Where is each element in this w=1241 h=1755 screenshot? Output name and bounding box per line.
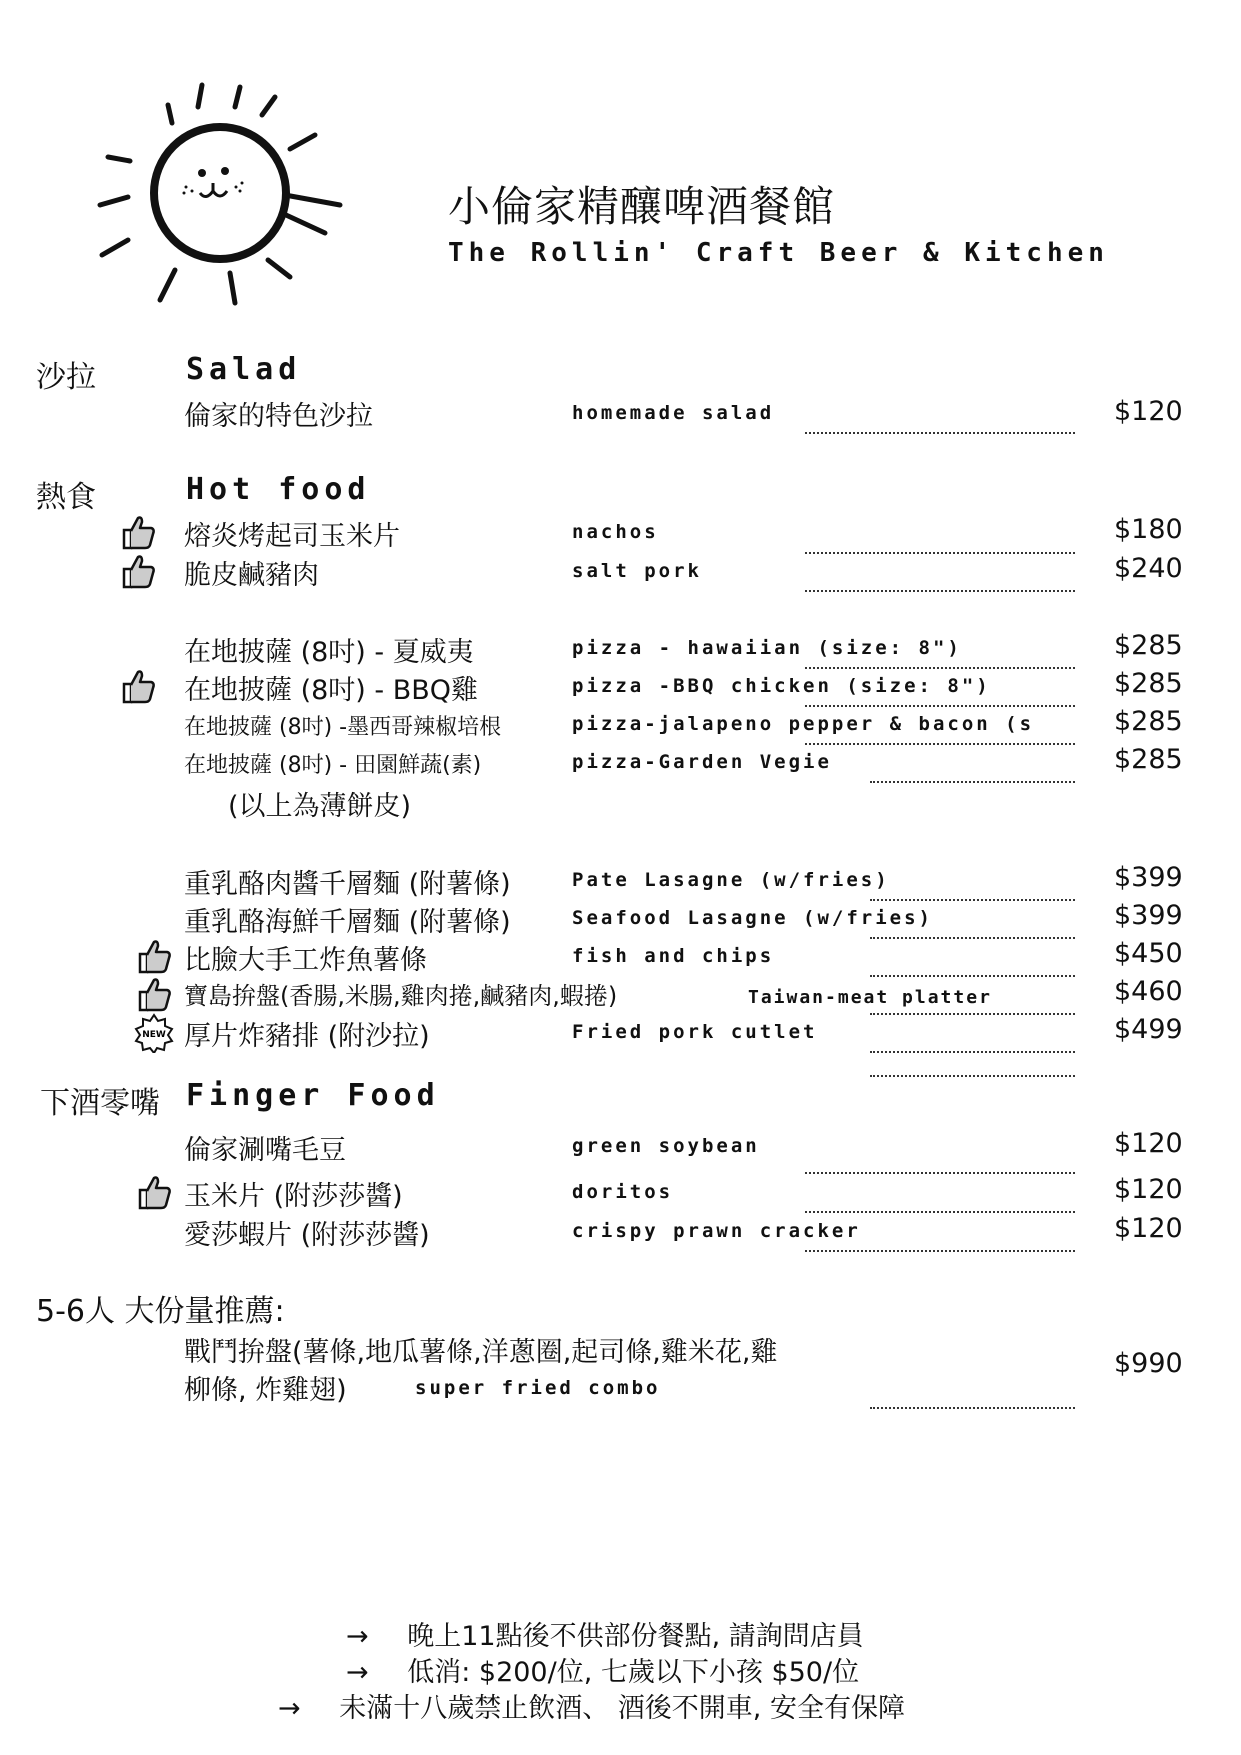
item-price: $285: [1114, 630, 1183, 661]
item-name-cn: 倫家涮嘴毛豆: [184, 1135, 346, 1166]
item-name-cn: 玉米片 (附莎莎醬): [184, 1181, 403, 1212]
dotted-leader: [870, 1013, 1075, 1015]
section-salad-en: Salad: [186, 352, 302, 387]
item-price: $285: [1114, 744, 1183, 775]
item-name-en: pizza -BBQ chicken (size: 8"): [572, 675, 991, 697]
thumbs-up-icon: [134, 974, 174, 1014]
item-price: $460: [1114, 976, 1183, 1007]
thumbs-up-icon: [134, 1172, 174, 1212]
arrow-right-icon: →: [278, 1693, 301, 1724]
thumbs-up-icon: [118, 551, 158, 591]
item-name-cn: 在地披薩 (8吋) -墨西哥辣椒培根: [184, 715, 502, 740]
item-name-cn: 比臉大手工炸魚薯條: [184, 945, 427, 976]
combo-name-line2: 柳條, 炸雞翅): [184, 1375, 347, 1406]
note-text: 低消: $200/位, 七歲以下小孩 $50/位: [407, 1657, 860, 1688]
item-name-en: fish and chips: [572, 945, 775, 967]
item-name-cn: 在地披薩 (8吋) - 夏威夷: [184, 637, 474, 668]
item-price: $240: [1114, 553, 1183, 584]
note-text: 未滿十八歲禁止飲酒、 酒後不開車, 安全有保障: [339, 1693, 905, 1724]
sun-logo: [90, 75, 370, 315]
item-name-en: pizza-jalapeno pepper & bacon (s: [572, 713, 1035, 735]
dotted-leader: [805, 1250, 1075, 1252]
arrow-right-icon: →: [346, 1657, 369, 1688]
dotted-leader: [805, 552, 1075, 554]
item-name-en: Taiwan-meat platter: [748, 987, 992, 1008]
item-price: $990: [1114, 1348, 1183, 1379]
dotted-leader: [870, 899, 1075, 901]
note-line: [346, 1614, 864, 1653]
item-name-cn: 熔炎烤起司玉米片: [184, 521, 400, 552]
dotted-leader: [870, 1051, 1075, 1053]
combo-name-line1: 戰鬥拚盤(薯條,地瓜薯條,洋蔥圈,起司條,雞米花,雞: [184, 1337, 778, 1368]
section-large-portion: 5-6人 大份量推薦:: [36, 1294, 285, 1329]
item-name-cn: 脆皮鹹豬肉: [184, 560, 319, 591]
dotted-leader: [805, 1211, 1075, 1213]
thumbs-up-icon: [118, 666, 158, 706]
item-name-en: pizza - hawaiian (size: 8"): [572, 637, 962, 659]
item-price: $120: [1114, 1213, 1183, 1244]
new-badge-text: NEW: [142, 1030, 166, 1040]
item-name-cn: 在地披薩 (8吋) - 田園鮮蔬(素): [184, 753, 482, 778]
item-price: $499: [1114, 1014, 1183, 1045]
dotted-leader: [870, 975, 1075, 977]
item-name-cn: 在地披薩 (8吋) - BBQ雞: [184, 675, 479, 706]
dotted-leader: [870, 1407, 1075, 1409]
note-line: [346, 1650, 859, 1689]
item-name-en: crispy prawn cracker: [572, 1220, 861, 1242]
restaurant-name-en: The Rollin' Craft Beer & Kitchen: [448, 238, 1109, 268]
dotted-leader: [805, 705, 1075, 707]
thumbs-up-icon: [134, 936, 174, 976]
restaurant-name-cn: 小倫家精釀啤酒餐館: [448, 182, 836, 231]
item-price: $399: [1114, 862, 1183, 893]
item-name-en: green soybean: [572, 1135, 760, 1157]
item-price: $180: [1114, 514, 1183, 545]
item-name-en: Fried pork cutlet: [572, 1021, 818, 1043]
item-price: $120: [1114, 1174, 1183, 1205]
item-name-en: pizza-Garden Vegie: [572, 751, 832, 773]
item-price: $120: [1114, 396, 1183, 427]
section-hot-food-en: Hot food: [186, 472, 371, 507]
section-finger-food-en: Finger Food: [186, 1078, 440, 1113]
item-name-en: nachos: [572, 521, 659, 543]
section-finger-food-cn: 下酒零嘴: [40, 1086, 160, 1121]
note-text: 晚上11點後不供部份餐點, 請詢問店員: [407, 1621, 864, 1652]
dotted-leader: [870, 781, 1075, 783]
item-name-cn: 厚片炸豬排 (附沙拉): [184, 1021, 430, 1052]
thumbs-up-icon: [118, 512, 158, 552]
item-name-en: doritos: [572, 1181, 674, 1203]
section-hot-food-cn: 熱食: [36, 480, 96, 515]
pizza-note: (以上為薄餅皮): [228, 791, 412, 822]
item-price: $120: [1114, 1128, 1183, 1159]
item-price: $450: [1114, 938, 1183, 969]
item-name-en: salt pork: [572, 560, 702, 582]
dotted-leader: [870, 937, 1075, 939]
item-name-cn: 重乳酪海鮮千層麵 (附薯條): [184, 907, 511, 938]
item-name-cn: 寶島拚盤(香腸,米腸,雞肉捲,鹹豬肉,蝦捲): [184, 982, 618, 1010]
item-name-en: Pate Lasagne (w/fries): [572, 869, 890, 891]
item-name-en: Seafood Lasagne (w/fries): [572, 907, 933, 929]
dotted-leader: [805, 743, 1075, 745]
dotted-leader: [805, 432, 1075, 434]
item-name-en: super fried combo: [415, 1377, 661, 1399]
dotted-leader: [805, 667, 1075, 669]
dotted-leader: [805, 1172, 1075, 1174]
new-badge-icon: [134, 1013, 174, 1053]
item-name-en: homemade salad: [572, 402, 775, 424]
item-name-cn: 倫家的特色沙拉: [184, 401, 373, 432]
section-salad-cn: 沙拉: [36, 360, 96, 395]
item-name-cn: 重乳酪肉醬千層麵 (附薯條): [184, 869, 511, 900]
dotted-leader: [805, 590, 1075, 592]
item-price: $285: [1114, 668, 1183, 699]
item-price: $285: [1114, 706, 1183, 737]
dotted-leader: [870, 1075, 1075, 1077]
arrow-right-icon: →: [346, 1621, 369, 1652]
item-name-cn: 愛莎蝦片 (附莎莎醬): [184, 1220, 430, 1251]
item-price: $399: [1114, 900, 1183, 931]
note-line: [278, 1686, 905, 1725]
